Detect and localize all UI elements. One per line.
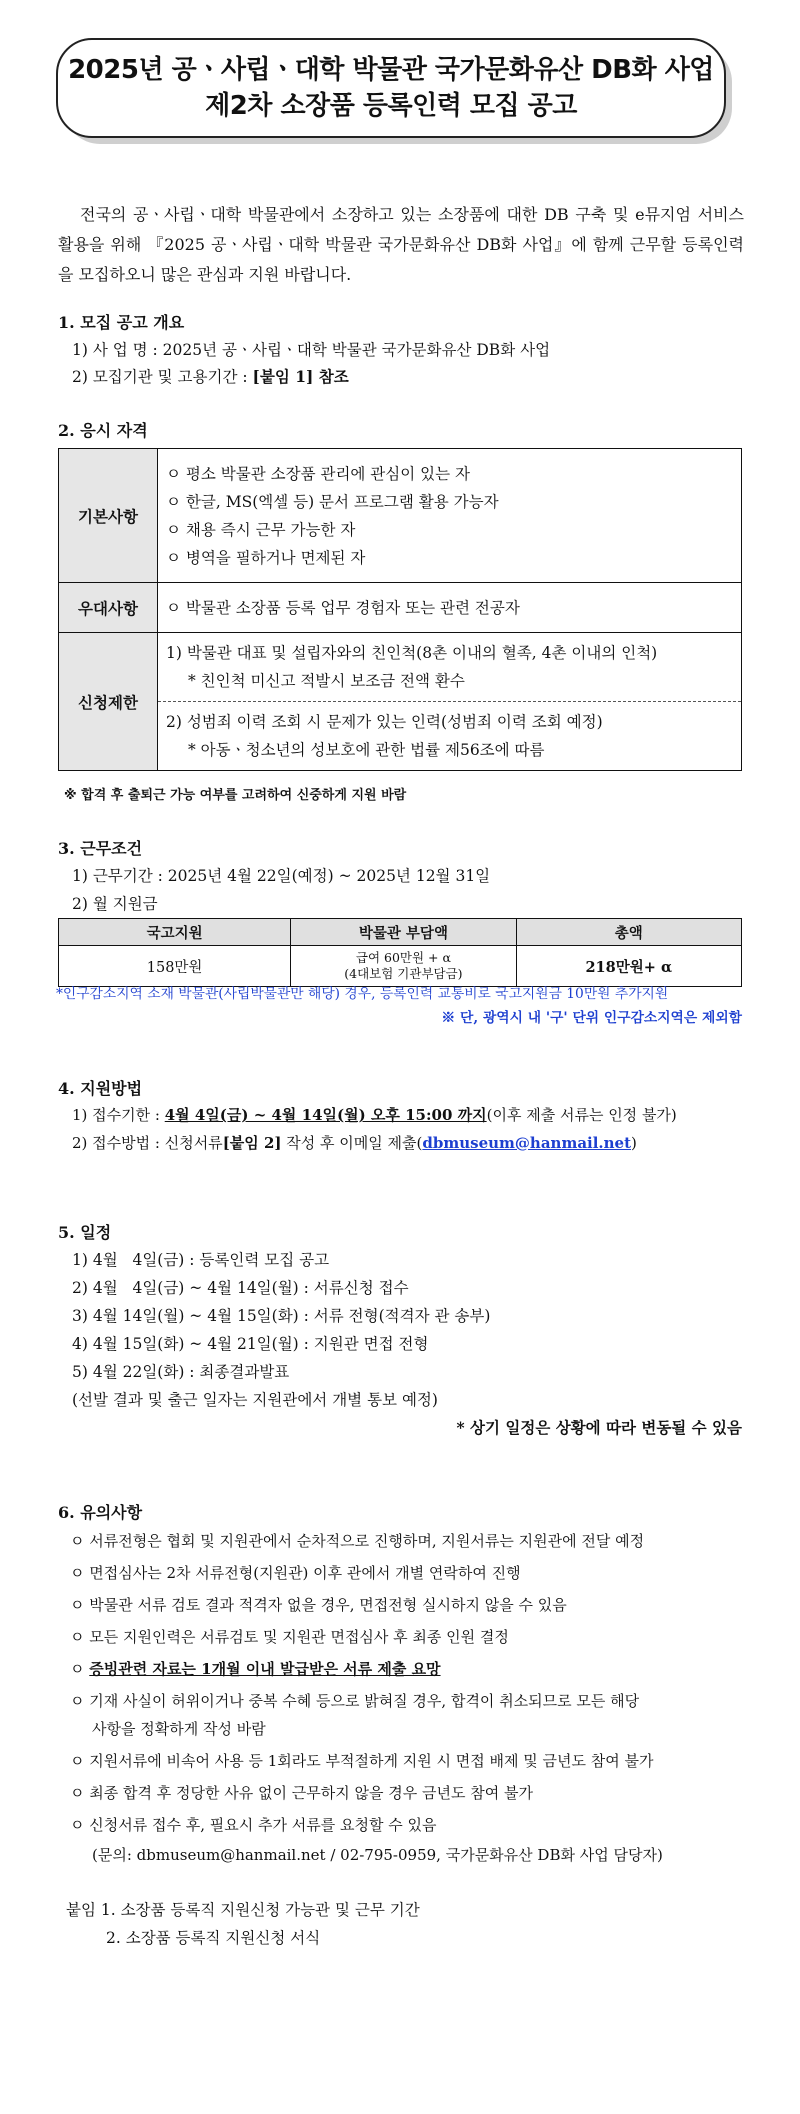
qual-basic-item: ㅇ 채용 즉시 근무 가능한 자	[166, 520, 356, 539]
qual-header-restrict: 신청제한	[59, 633, 158, 771]
schedule-item: 3) 4월 14일(월) ~ 4월 15일(화) : 서류 전형(적격자 관 송부)	[72, 1307, 491, 1325]
attachment-1: 붙임 1. 소장품 등록직 지원신청 가능관 및 근무 기간	[66, 1901, 420, 1919]
qualification-table	[58, 448, 742, 771]
qual-restrict-2: 2) 성범죄 이력 조회 시 문제가 있는 인력(성범죄 이력 조회 예정)	[166, 713, 603, 731]
pay-table	[58, 918, 742, 987]
schedule-item: 2) 4월 4일(금) ~ 4월 14일(월) : 서류신청 접수	[72, 1279, 409, 1297]
qual-restrict-cell	[158, 633, 742, 771]
pay-header-row	[59, 919, 742, 946]
qual-restrict-1: 1) 박물관 대표 및 설립자와의 친인척(8촌 이내의 혈족, 4촌 이내의 인척)	[166, 644, 658, 662]
section-5-title: 5. 일정	[58, 1223, 112, 1242]
email-link[interactable]: dbmuseum@hanmail.net	[422, 1134, 632, 1152]
schedule-item: 5) 4월 22일(화) : 최종결과발표	[72, 1363, 290, 1381]
pay-museum-line-1: 급여 60만원 + α	[355, 950, 451, 965]
pay-note-1: *인구감소지역 소재 박물관(사립박물관만 해당) 경우, 등록인력 교통비로 국고지원금 10만원 추가지원	[56, 986, 669, 1002]
pay-museum	[291, 946, 516, 987]
section-1-item-2	[72, 365, 349, 387]
section-4-item-2-prefix: 2) 접수방법 : 신청서류	[72, 1134, 223, 1152]
section-1-item-2-prefix: 2) 모집기관 및 고용기간 :	[72, 368, 253, 386]
intro-paragraph: 전국의 공ㆍ사립ㆍ대학 박물관에서 소장하고 있는 소장품에 대한 DB 구축 및 e뮤지엄 서비스 활용을 위해 『2025 공ㆍ사립ㆍ대학 박물관 국가문화유산 DB화 사업』에 함께 근무할 등록인력을 모집하오니 많은 관심과 지원 바랍니다.	[58, 205, 744, 284]
pay-museum-line-2: (4대보험 기관부담금)	[344, 966, 463, 981]
caution-bold-text: 증빙관련 자료는 1개월 이내 발급받은 서류 제출 요망	[89, 1660, 441, 1678]
caution-item-multi-1: ㅇ 기재 사실이 허위이거나 중복 수혜 등으로 밝혀질 경우, 합격이 취소되므로 모든 해당	[70, 1692, 640, 1710]
pay-note-2: ※ 단, 광역시 내 '구' 단위 인구감소지역은 제외함	[441, 1010, 742, 1026]
pay-header-total: 총액	[516, 919, 741, 946]
section-2-title: 2. 응시 자격	[58, 421, 148, 440]
qual-footnote: ※ 합격 후 출퇴근 가능 여부를 고려하여 신중하게 지원 바람	[64, 788, 407, 803]
section-1-item-1: 1) 사 업 명 : 2025년 공ㆍ사립ㆍ대학 박물관 국가문화유산 DB화 사업	[72, 341, 551, 359]
caution-bold-prefix: ㅇ	[70, 1660, 90, 1678]
caution-item-multi-2: 사항을 정확하게 작성 바람	[92, 1720, 266, 1738]
qual-basic-cell	[158, 449, 742, 583]
schedule-note-bold: * 상기 일정은 상황에 따라 변동될 수 있음	[456, 1418, 742, 1437]
caution-item: ㅇ 신청서류 접수 후, 필요시 추가 서류를 요청할 수 있음	[70, 1816, 437, 1834]
section-4-item-2-mid: 작성 후 이메일 제출(	[281, 1134, 423, 1152]
section-1-title: 1. 모집 공고 개요	[58, 313, 185, 332]
schedule-item: 1) 4월 4일(금) : 등록인력 모집 공고	[72, 1251, 330, 1269]
pay-header-national: 국고지원	[59, 919, 291, 946]
attachment-2: 2. 소장품 등록직 지원신청 서식	[106, 1929, 321, 1947]
title-line-2: 제2차 소장품 등록인력 모집 공고	[205, 91, 577, 121]
qual-header-pref: 우대사항	[59, 583, 158, 633]
qual-row-basic	[59, 449, 742, 583]
qual-restrict-1-note: * 친인척 미신고 적발시 보조금 전액 환수	[188, 672, 465, 690]
section-3-item-1: 1) 근무기간 : 2025년 4월 22일(예정) ~ 2025년 12월 31일	[72, 867, 491, 885]
section-3-item-2: 2) 월 지원금	[72, 895, 158, 913]
section-4-title: 4. 지원방법	[58, 1079, 143, 1098]
title-face	[56, 38, 726, 138]
qual-header-basic: 기본사항	[59, 449, 158, 583]
qual-restrict-1-block	[158, 633, 741, 701]
qual-row-restrict	[59, 633, 742, 771]
caution-item: ㅇ 최종 합격 후 정당한 사유 없이 근무하지 않을 경우 금년도 참여 불가	[70, 1784, 533, 1802]
contact-info: (문의: dbmuseum@hanmail.net / 02-795-0959, 국가문화유산 DB화 사업 담당자)	[92, 1846, 663, 1864]
section-3-title: 3. 근무조건	[58, 839, 143, 858]
caution-item: ㅇ 면접심사는 2차 서류전형(지원관) 이후 관에서 개별 연락하여 진행	[70, 1564, 521, 1582]
section-4-item-2-suffix: )	[631, 1134, 637, 1152]
section-4-item-1-suffix: (이후 제출 서류는 인정 불가)	[486, 1106, 677, 1124]
qual-restrict-2-block	[158, 701, 741, 770]
pay-value-row	[59, 946, 742, 987]
caution-item: ㅇ 지원서류에 비속어 사용 등 1회라도 부적절하게 지원 시 면접 배제 및 금년도 참여 불가	[70, 1752, 654, 1770]
pay-header-museum: 박물관 부담액	[291, 919, 516, 946]
caution-item: ㅇ 모든 지원인력은 서류검토 및 지원관 면접심사 후 최종 인원 결정	[70, 1628, 509, 1646]
section-4-item-2-bold: [붙임 2]	[222, 1134, 282, 1152]
qual-restrict-2-note: * 아동ㆍ청소년의 성보호에 관한 법률 제56조에 따름	[188, 741, 545, 759]
pay-national: 158만원	[59, 946, 291, 987]
qual-basic-item: ㅇ 병역을 필하거나 면제된 자	[166, 548, 366, 567]
schedule-item: 4) 4월 15일(화) ~ 4월 21일(월) : 지원관 면접 전형	[72, 1335, 429, 1353]
caution-item: ㅇ 박물관 서류 검토 결과 적격자 없을 경우, 면접전형 실시하지 않을 수 있음	[70, 1596, 567, 1614]
section-4-item-1	[72, 1104, 677, 1125]
schedule-note: (선발 결과 및 출근 일자는 지원관에서 개별 통보 예정)	[72, 1391, 438, 1409]
title-box	[56, 38, 724, 144]
qual-basic-item: ㅇ 평소 박물관 소장품 관리에 관심이 있는 자	[166, 464, 471, 483]
qual-basic-item: ㅇ 한글, MS(엑셀 등) 문서 프로그램 활용 가능자	[166, 492, 499, 511]
section-4-item-2	[72, 1132, 637, 1153]
qual-row-pref	[59, 583, 742, 633]
caution-item-bold	[70, 1658, 441, 1679]
section-1-item-2-bold: [붙임 1] 참조	[252, 367, 349, 386]
qual-pref-item: ㅇ 박물관 소장품 등록 업무 경험자 또는 관련 전공자	[158, 583, 742, 633]
caution-item: ㅇ 서류전형은 협회 및 지원관에서 순차적으로 진행하며, 지원서류는 지원관에 전달 예정	[70, 1532, 645, 1550]
title-line-1: 2025년 공ㆍ사립ㆍ대학 박물관 국가문화유산 DB화 사업	[68, 55, 714, 85]
section-4-item-1-prefix: 1) 접수기한 :	[72, 1106, 165, 1124]
pay-total: 218만원+ α	[516, 946, 741, 987]
section-4-deadline: 4월 4일(금) ~ 4월 14일(월) 오후 15:00 까지	[164, 1106, 487, 1124]
section-6-title: 6. 유의사항	[58, 1503, 143, 1522]
